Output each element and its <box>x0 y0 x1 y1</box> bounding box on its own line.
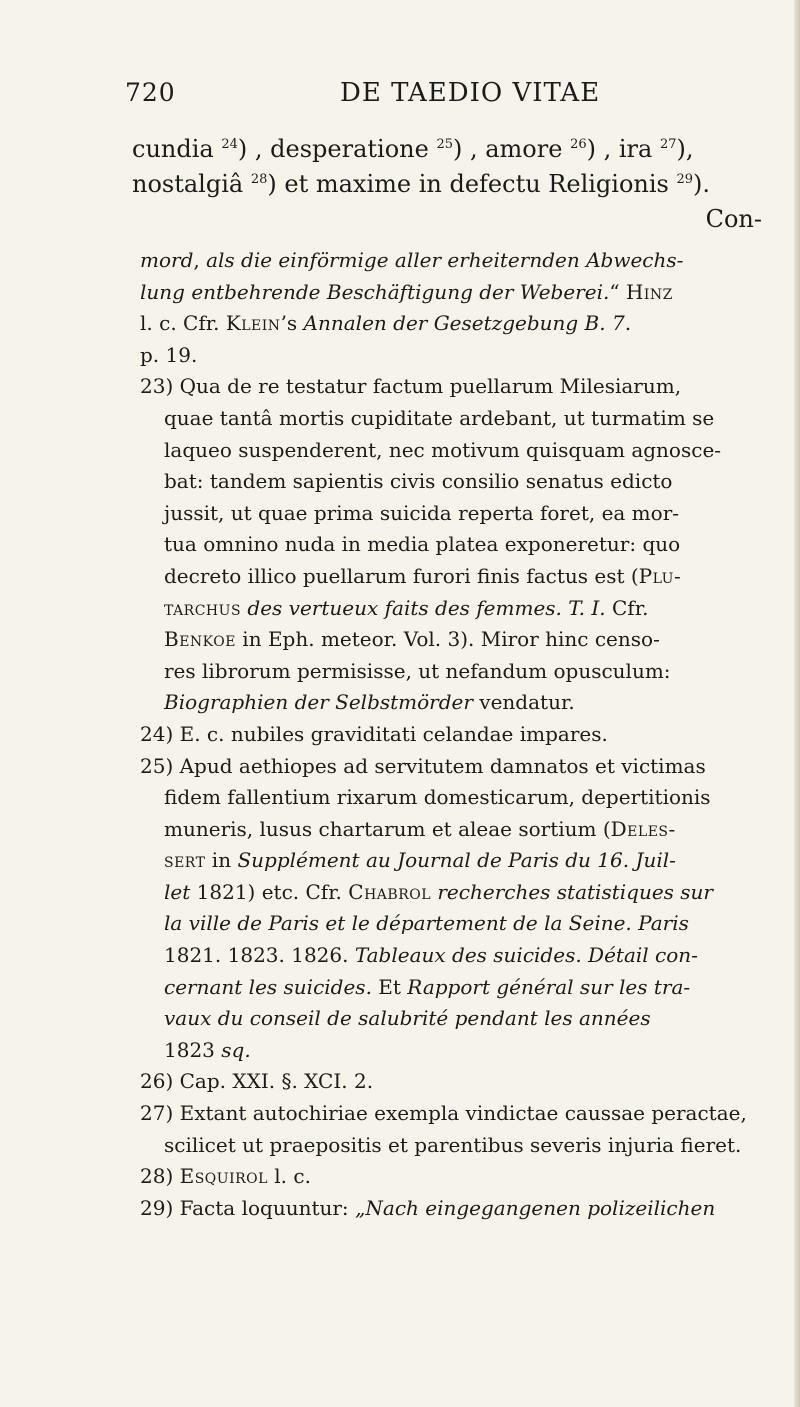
footnote-29: 29) Facta loquuntur: „Nach eingegangenen polizeilichen <box>140 1195 716 1220</box>
footnotes <box>140 245 780 1224</box>
footnote-25: 25) Apud aethiopes ad servitutem damnatos et victimas <box>140 753 706 778</box>
main-line-2: nostalgiâ $^{28}$) et maxime in defectu Religionis $^{29}$). <box>132 170 711 198</box>
footnote-25-line: 1823 sq. <box>164 1037 251 1062</box>
footnote-25-line: fidem fallentium rixarum domesticarum, depertitionis <box>164 785 711 810</box>
footnote-25-line: let 1821) etc. Cfr. Chabrol recherches statistiques sur <box>164 879 713 904</box>
footnote-23-line: bat: tandem sapientis civis consilio senatus edicto <box>164 469 673 494</box>
footnote-23: 23) Qua de re testatur factum puellarum Milesiarum, <box>140 374 682 399</box>
footnote-22-line-4: p. 19. <box>140 342 198 367</box>
footnote-25-line: la ville de Paris et le département de la Seine. Paris <box>164 911 689 936</box>
footnote-23-line: laqueo suspenderent, nec motivum quisquam agnosce- <box>164 437 722 462</box>
footnote-27-line: scilicet ut praepositis et parentibus severis injuria fieret. <box>164 1132 742 1157</box>
page-number: 720 <box>125 78 176 107</box>
footnote-23-line: res librorum permisisse, ut nefandum opusculum: <box>164 658 671 683</box>
footnote-25-line: sert in Supplément au Journal de Paris du 16. Juil- <box>164 848 676 873</box>
footnote-22-line-3: l. c. Cfr. Klein’s Annalen der Gesetzgebung B. 7. <box>140 311 632 336</box>
footnote-23-line: tua omnino nuda in media platea exponeretur: quo <box>164 532 681 557</box>
footnote-25-line: cernant les suicides. Et Rapport général sur les tra- <box>164 974 691 999</box>
footnote-28: 28) Esquirol l. c. <box>140 1164 311 1189</box>
page-edge <box>794 0 800 1407</box>
footnote-26: 26) Cap. XXI. §. XCI. 2. <box>140 1069 374 1094</box>
footnote-23-line: tarchus des vertueux faits des femmes. T. I. Cfr. <box>164 595 649 620</box>
footnote-25-line: 1821. 1823. 1826. Tableaux des suicides. Détail con- <box>164 943 698 968</box>
footnote-22-line-2: lung entbehrende Beschäftigung der Weberei.“ Hinz <box>140 279 673 304</box>
footnote-23-line: Benkoe in Eph. meteor. Vol. 3). Miror hinc censo- <box>164 627 660 652</box>
footnote-25-line: muneris, lusus chartarum et aleae sortium (Deles- <box>164 816 676 841</box>
main-text <box>132 132 772 237</box>
footnote-22-line-1: mord, als die einförmige aller erheiternden Abwechs- <box>140 248 684 272</box>
catchword: Con- <box>705 205 762 233</box>
footnote-25-line: vaux du conseil de salubrité pendant les années <box>164 1006 651 1031</box>
footnote-23-line: quae tantâ mortis cupiditate ardebant, ut turmatim se <box>164 405 715 430</box>
footnote-24: 24) E. c. nubiles graviditati celandae impares. <box>140 721 608 746</box>
running-title: DE TAEDIO VITAE <box>340 78 601 108</box>
footnote-23-line: decreto illico puellarum furori finis factus est (Plu- <box>164 563 682 588</box>
footnote-23-line: Biographien der Selbstmörder vendatur. <box>164 690 575 715</box>
main-line-1: cundia $^{24}$) , desperatione $^{25}$) , amore $^{26}$) , ira $^{27}$), <box>132 135 694 163</box>
footnote-27: 27) Extant autochiriae exempla vindictae caussae peractae, <box>140 1101 747 1126</box>
footnote-23-line: jussit, ut quae prima suicida reperta foret, ea mor- <box>164 500 680 525</box>
page-header <box>125 78 775 118</box>
